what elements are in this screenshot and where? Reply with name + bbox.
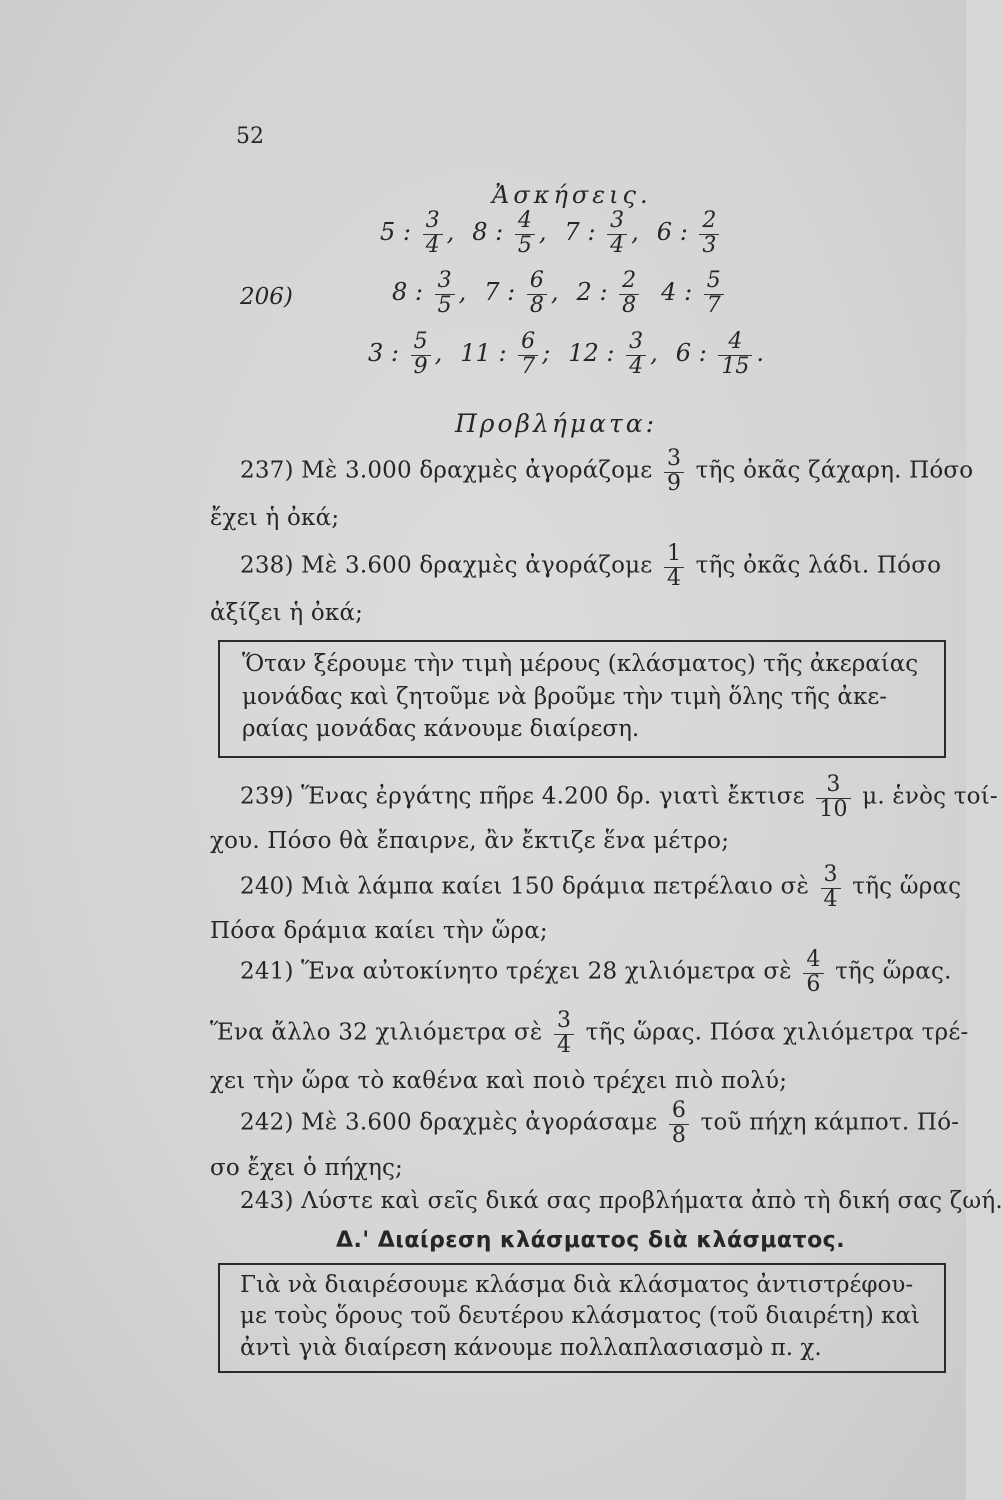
separator: ; bbox=[542, 339, 551, 367]
fraction-denominator: 9 bbox=[411, 355, 431, 378]
separator: , bbox=[458, 278, 467, 306]
fraction-denominator: 4 bbox=[664, 567, 684, 590]
fraction-denominator: 4 bbox=[626, 355, 646, 378]
fraction-numerator: 6 bbox=[521, 329, 536, 354]
problem-237-line1 bbox=[240, 448, 973, 495]
separator: , bbox=[631, 218, 639, 246]
rule2-line1: Γιὰ νὰ διαιρέσουμε κλάσμα διὰ κλάσματος ἀντιστρέφου- bbox=[240, 1272, 914, 1298]
exercise-item bbox=[460, 329, 551, 379]
exercise-whole: 11 bbox=[460, 339, 491, 367]
fraction-numerator: 3 bbox=[425, 208, 440, 233]
division-sign: : bbox=[672, 218, 696, 246]
exercise-fraction bbox=[699, 210, 719, 257]
exercise-item bbox=[564, 208, 639, 258]
fraction-denominator: 7 bbox=[518, 355, 538, 378]
exercise-whole: 7 bbox=[564, 218, 580, 246]
division-sign: : bbox=[691, 339, 715, 367]
exercise-whole: 5 bbox=[380, 218, 396, 246]
fraction-numerator: 4 bbox=[806, 947, 821, 972]
exercise-whole: 12 bbox=[568, 339, 599, 367]
fraction-numerator: 3 bbox=[610, 208, 625, 233]
exercise-whole: 7 bbox=[484, 278, 500, 306]
fraction-numerator: 3 bbox=[437, 268, 452, 293]
problem-241-text: 241) Ἕνα αὐτοκίνητο τρέχει 28 χιλιόμετρα σὲ bbox=[240, 958, 792, 985]
problem-239-fraction bbox=[816, 774, 850, 821]
problem-242-text: 242) Μὲ 3.600 δραχμὲς ἀγοράσαμε bbox=[240, 1109, 658, 1136]
separator: , bbox=[550, 278, 559, 306]
exercise-fraction bbox=[527, 270, 547, 317]
exercise-number: 206) bbox=[240, 284, 293, 310]
fraction-numerator: 3 bbox=[826, 772, 841, 797]
fraction-numerator: 2 bbox=[622, 268, 637, 293]
problem-241-line2 bbox=[210, 1010, 968, 1057]
fraction-denominator: 4 bbox=[607, 234, 627, 257]
exercise-whole: 2 bbox=[576, 278, 592, 306]
problem-237-line2: ἔχει ἡ ὀκά; bbox=[210, 505, 340, 531]
fraction-numerator: 3 bbox=[666, 446, 682, 471]
separator: , bbox=[538, 218, 547, 246]
division-sign: : bbox=[499, 278, 523, 306]
exercise-whole: 6 bbox=[656, 218, 673, 246]
fraction-numerator: 3 bbox=[629, 329, 644, 354]
exercise-item bbox=[675, 329, 765, 379]
problem-241-line1 bbox=[240, 949, 952, 996]
problem-238-line2: ἀξίζει ἡ ὀκά; bbox=[210, 600, 364, 626]
problems-title: Προβλήματα: bbox=[455, 409, 658, 438]
fraction-denominator: 9 bbox=[664, 472, 684, 495]
fraction-denominator: 4 bbox=[554, 1034, 574, 1057]
problem-240-text: 240) Μιὰ λάμπα καίει 150 δράμια πετρέλαιο σὲ bbox=[240, 873, 810, 900]
separator: , bbox=[434, 339, 443, 367]
problem-240-line2: Πόσα δράμια καίει τὴν ὥρα; bbox=[210, 918, 548, 944]
division-sign: : bbox=[383, 339, 407, 367]
exercise-row-1 bbox=[380, 210, 741, 257]
fraction-denominator: 4 bbox=[821, 888, 841, 911]
exercise-item bbox=[484, 268, 559, 318]
fraction-denominator: 8 bbox=[619, 294, 639, 317]
exercise-item bbox=[661, 268, 728, 318]
fraction-numerator: 2 bbox=[702, 208, 717, 233]
fraction-denominator: 8 bbox=[669, 1124, 689, 1147]
exercise-item bbox=[472, 208, 547, 258]
fraction-numerator: 4 bbox=[728, 329, 743, 354]
problem-242-line1 bbox=[240, 1100, 959, 1147]
fraction-numerator: 5 bbox=[413, 329, 428, 354]
exercise-fraction bbox=[619, 270, 639, 317]
exercise-row-3 bbox=[368, 331, 782, 378]
exercise-fraction bbox=[518, 331, 538, 378]
problem-242-fraction bbox=[669, 1100, 689, 1147]
section-heading: Δ.' Διαίρεση κλάσματος διὰ κλάσματος. bbox=[336, 1228, 846, 1253]
exercise-fraction bbox=[626, 331, 646, 378]
problem-240-text-cont: τῆς ὥρας bbox=[852, 873, 962, 900]
exercise-fraction bbox=[704, 270, 724, 317]
rule2-line3: ἀντὶ γιὰ διαίρεση κάνουμε πολλαπλασιασμὸ π. χ. bbox=[240, 1335, 822, 1361]
problem-239-line2: χου. Πόσο θὰ ἔπαιρνε, ἂν ἔκτιζε ἕνα μέτρο; bbox=[210, 828, 730, 854]
problem-239-text-cont: μ. ἑνὸς τοί- bbox=[862, 783, 998, 810]
exercise-whole: 4 bbox=[661, 278, 677, 306]
exercise-whole: 8 bbox=[392, 278, 408, 306]
division-sign: : bbox=[487, 218, 511, 246]
problem-238-fraction bbox=[664, 543, 684, 590]
fraction-numerator: 6 bbox=[671, 1098, 687, 1123]
problem-242-text-cont: τοῦ πήχη κάμποτ. Πό- bbox=[700, 1109, 960, 1136]
fraction-numerator: 5 bbox=[706, 268, 721, 293]
exercise-fraction bbox=[423, 210, 443, 257]
exercise-fraction bbox=[435, 270, 455, 317]
fraction-denominator: 10 bbox=[816, 798, 850, 821]
fraction-numerator: 3 bbox=[823, 862, 838, 887]
separator: , bbox=[446, 218, 455, 246]
fraction-denominator: 7 bbox=[704, 294, 724, 317]
exercise-fraction bbox=[718, 331, 752, 378]
problem-237-text-cont: τῆς ὀκᾶς ζάχαρη. Πόσο bbox=[695, 457, 974, 484]
separator: . bbox=[756, 339, 765, 367]
fraction-numerator: 3 bbox=[556, 1008, 572, 1033]
division-sign: : bbox=[598, 339, 623, 367]
problem-241-text-cont: τῆς ὥρας. bbox=[835, 958, 952, 985]
division-sign: : bbox=[579, 218, 604, 246]
rule1-line2: μονάδας καὶ ζητοῦμε νὰ βροῦμε τὴν τιμὴ ὅλης τῆς ἀκε- bbox=[242, 684, 887, 710]
problem-241-text-2: Ἕνα ἄλλο 32 χιλιόμετρα σὲ bbox=[210, 1019, 543, 1046]
problem-239-text: 239) Ἕνας ἐργάτης πῆρε 4.200 δρ. γιατὶ ἔκτισε bbox=[240, 783, 805, 810]
problem-240-line1 bbox=[240, 864, 961, 911]
exercises-title: Ἀσκήσεις. bbox=[492, 181, 652, 209]
fraction-denominator: 4 bbox=[423, 234, 443, 257]
fraction-numerator: 4 bbox=[517, 208, 532, 233]
problem-243: 243) Λύστε καὶ σεῖς δικά σας προβλήματα ἀπὸ τὴ δική σας ζωή. bbox=[240, 1188, 1003, 1214]
problem-241-text-3: τῆς ὥρας. Πόσα χιλιόμετρα τρέ- bbox=[585, 1019, 969, 1046]
rule2-line2: με τοὺς ὅρους τοῦ δευτέρου κλάσματος (τοῦ διαιρέτη) καὶ bbox=[240, 1303, 921, 1329]
fraction-denominator: 15 bbox=[718, 355, 752, 378]
exercise-row-2 bbox=[392, 270, 746, 317]
rule1-line3: ραίας μονάδας κάνουμε διαίρεση. bbox=[242, 716, 640, 742]
exercise-whole: 8 bbox=[472, 218, 488, 246]
rule1-line1: Ὅταν ξέρουμε τὴν τιμὴ μέρους (κλάσματος) τῆς ἀκεραίας bbox=[242, 651, 919, 677]
problem-237-fraction bbox=[664, 448, 684, 495]
fraction-denominator: 3 bbox=[699, 234, 719, 257]
exercise-fraction bbox=[515, 210, 535, 257]
problem-237-text: 237) Μὲ 3.000 δραχμὲς ἀγοράζομε bbox=[240, 457, 653, 484]
problem-238-line1 bbox=[240, 543, 941, 590]
page-number: 52 bbox=[236, 124, 264, 149]
fraction-numerator: 1 bbox=[666, 541, 682, 566]
problem-241-fraction-2 bbox=[554, 1010, 574, 1057]
exercise-whole: 3 bbox=[368, 339, 384, 367]
problem-238-text-cont: τῆς ὀκᾶς λάδι. Πόσο bbox=[695, 552, 942, 579]
problem-240-fraction bbox=[821, 864, 841, 911]
division-sign: : bbox=[676, 278, 700, 306]
exercise-fraction bbox=[411, 331, 431, 378]
exercise-item bbox=[380, 208, 455, 258]
problem-241-fraction bbox=[803, 949, 823, 996]
problem-239-line1 bbox=[240, 774, 998, 821]
exercise-item bbox=[576, 268, 644, 318]
fraction-denominator: 5 bbox=[435, 294, 455, 317]
problem-238-text: 238) Μὲ 3.600 δραχμὲς ἀγοράζομε bbox=[240, 552, 653, 579]
exercise-item bbox=[368, 329, 443, 379]
problem-241-line3: χει τὴν ὥρα τὸ καθένα καὶ ποιὸ τρέχει πιὸ πολύ; bbox=[210, 1068, 788, 1094]
fraction-denominator: 6 bbox=[803, 973, 823, 996]
exercise-item bbox=[568, 329, 658, 379]
fraction-denominator: 8 bbox=[527, 294, 547, 317]
separator: , bbox=[650, 339, 658, 367]
exercise-whole: 6 bbox=[675, 339, 692, 367]
exercise-fraction bbox=[607, 210, 627, 257]
division-sign: : bbox=[591, 278, 616, 306]
fraction-numerator: 6 bbox=[529, 268, 544, 293]
division-sign: : bbox=[407, 278, 431, 306]
exercise-item bbox=[656, 208, 724, 258]
division-sign: : bbox=[490, 339, 515, 367]
problem-242-line2: σο ἔχει ὁ πήχης; bbox=[210, 1155, 403, 1181]
fraction-denominator: 5 bbox=[515, 234, 535, 257]
division-sign: : bbox=[395, 218, 419, 246]
exercise-item bbox=[392, 268, 467, 318]
